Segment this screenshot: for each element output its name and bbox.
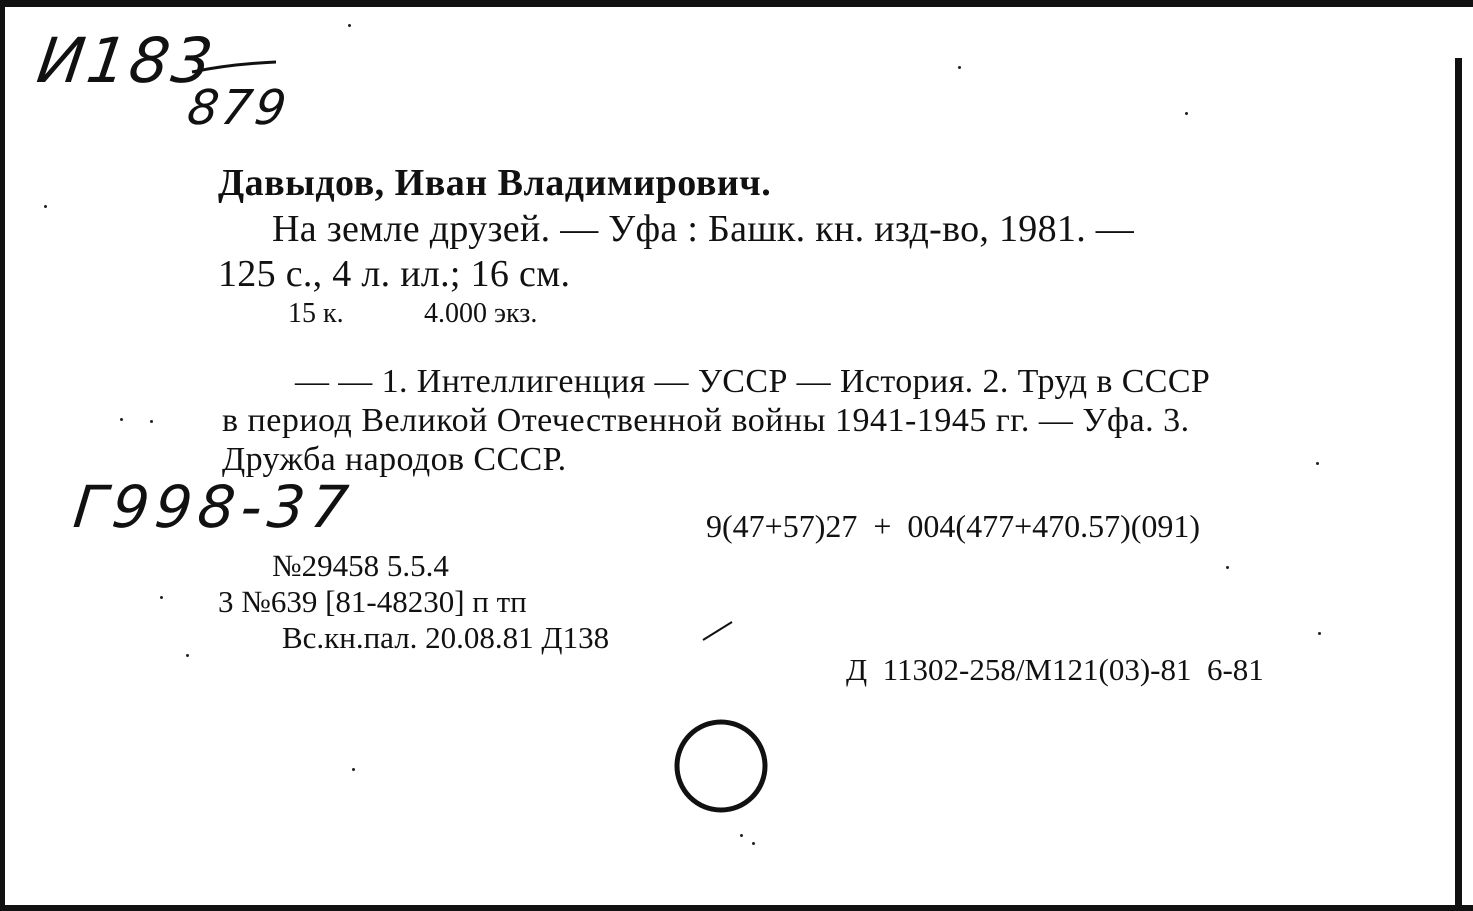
card-hole	[672, 716, 772, 816]
scan-speck	[352, 768, 355, 771]
scan-speck	[740, 834, 743, 837]
scan-speck	[150, 420, 153, 423]
card-bottom-border	[0, 905, 1473, 911]
scan-speck	[160, 596, 163, 599]
scan-speck	[1316, 462, 1319, 465]
card-left-border	[0, 0, 5, 911]
scan-speck	[348, 24, 351, 27]
index-code: Д 11302-258/М121(03)-81 6-81	[846, 652, 1264, 687]
subjects-line-1: — — 1. Интеллигенция — УССР — История. 2. Труд в СССР	[295, 363, 1211, 400]
handwritten-call-number: И183	[32, 24, 220, 97]
title-line-1: На земле друзей. — Уфа : Башк. кн. изд-во, 1981. —	[272, 208, 1135, 250]
scan-speck	[120, 418, 123, 421]
scan-speck	[752, 842, 755, 845]
bbk-classification: 9(47+57)27 + 004(477+470.57)(091)	[706, 508, 1201, 544]
scan-speck	[1318, 632, 1321, 635]
scan-speck	[958, 66, 961, 69]
subjects-line-3: Дружба народов СССР.	[222, 441, 567, 478]
order-info-line-1: №29458 5.5.4	[272, 548, 449, 583]
order-info-line-3: Вс.кн.пал. 20.08.81 Д138	[282, 620, 610, 655]
scan-speck	[1185, 112, 1188, 115]
scan-speck	[44, 205, 47, 208]
order-info-line-2: 3 №639 [81-48230] п тп	[218, 584, 527, 619]
print-run: 4.000 экз.	[424, 298, 538, 329]
scan-speck	[186, 654, 189, 657]
title-line-2: 125 с., 4 л. ил.; 16 см.	[218, 253, 571, 295]
subjects-line-2: в период Великой Отечественной войны 1941-1945 гг. — Уфа. 3.	[222, 402, 1190, 439]
author-heading: Давыдов, Иван Владимирович.	[218, 162, 772, 204]
scan-speck	[1226, 566, 1229, 569]
handwritten-shelf-mark: Г998-37	[70, 473, 358, 541]
price: 15 к.	[288, 298, 344, 329]
card-right-border	[1455, 58, 1462, 911]
handwritten-fraction-bar	[190, 58, 280, 78]
pen-tick-mark	[700, 616, 736, 644]
card-top-border	[0, 0, 1473, 7]
handwritten-call-number-sub: 879	[184, 80, 293, 136]
